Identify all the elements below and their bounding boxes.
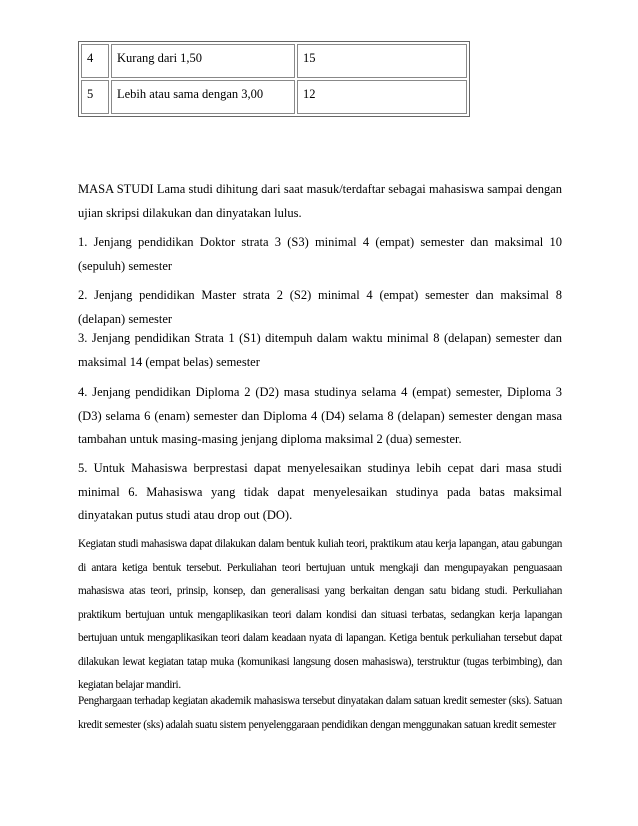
paragraph-masa-studi: MASA STUDI Lama studi dihitung dari saat masuk/terdaftar sebagai mahasiswa sampai dengan ujian skripsi dilakukan dan dinyatakan lulus. xyxy=(78,182,562,220)
paragraph-berprestasi: 5. Untuk Mahasiswa berprestasi dapat menyelesaikan studinya lebih cepat dari masa studi minimal 6. Mahasiswa yang tidak dapat menyelesaikan studinya pada batas maksimal dinyatakan putus studi atau drop out (DO). xyxy=(78,461,562,522)
paragraph-penghargaan: Penghargaan terhadap kegiatan akademik mahasiswa tersebut dinyatakan dalam satuan kredit semester (sks). Satuan kredit semester (sks) adalah suatu sistem penyelenggaraan pendidikan dengan menggunakan satuan kredit semester xyxy=(78,695,562,731)
table-row xyxy=(81,80,467,114)
paragraph-strata-1: 3. Jenjang pendidikan Strata 1 (S1) ditempuh dalam waktu minimal 8 (delapan) semester dan maksimal 14 (empat belas) semester xyxy=(78,331,562,369)
row-number: 5 xyxy=(81,80,109,114)
row-description: Lebih atau sama dengan 3,00 xyxy=(111,80,295,114)
grade-table xyxy=(78,41,470,117)
paragraph-diploma: 4. Jenjang pendidikan Diploma 2 (D2) masa studinya selama 4 (empat) semester, Diploma 3 (D3) selama 6 (enam) semester dan Diploma 4 (D4) selama 8 (delapan) semester dengan masa tambahan untuk masing-masing jenjang diploma maksimal 2 (dua) semester. xyxy=(78,385,562,446)
paragraph-doktor: 1. Jenjang pendidikan Doktor strata 3 (S3) minimal 4 (empat) semester dan maksimal 10 (sepuluh) semester xyxy=(78,235,562,273)
paragraph-kegiatan-studi: Kegiatan studi mahasiswa dapat dilakukan dalam bentuk kuliah teori, praktikum atau kerja lapangan, atau gabungan di antara ketiga bentuk tersebut. Perkuliahan teori bertujuan untuk mengkaji dan mengupayakan penguasaan mahasiswa atas teori, prinsip, konsep, dan generalisasi yang berkaitan dengan satu bidang studi. Perkuliahan praktikum bertujuan untuk mengaplikasikan teori dalam kondisi dan situasi terbatas, sedangkan kerja lapangan bertujuan untuk mengaplikasikan teori dalam keadaan nyata di lapangan. Ketiga bentuk perkuliahan tersebut dapat dilakukan lewat kegiatan tatap muka (komunikasi langsung dosen mahasiswa), terstruktur (tugas terbimbing), dan kegiatan belajar mandiri. xyxy=(78,538,562,691)
row-value: 12 xyxy=(297,80,467,114)
table-row xyxy=(81,44,467,78)
paragraph-master: 2. Jenjang pendidikan Master strata 2 (S2) minimal 4 (empat) semester dan maksimal 8 (delapan) semester xyxy=(78,288,562,326)
row-number: 4 xyxy=(81,44,109,78)
row-description: Kurang dari 1,50 xyxy=(111,44,295,78)
row-value: 15 xyxy=(297,44,467,78)
